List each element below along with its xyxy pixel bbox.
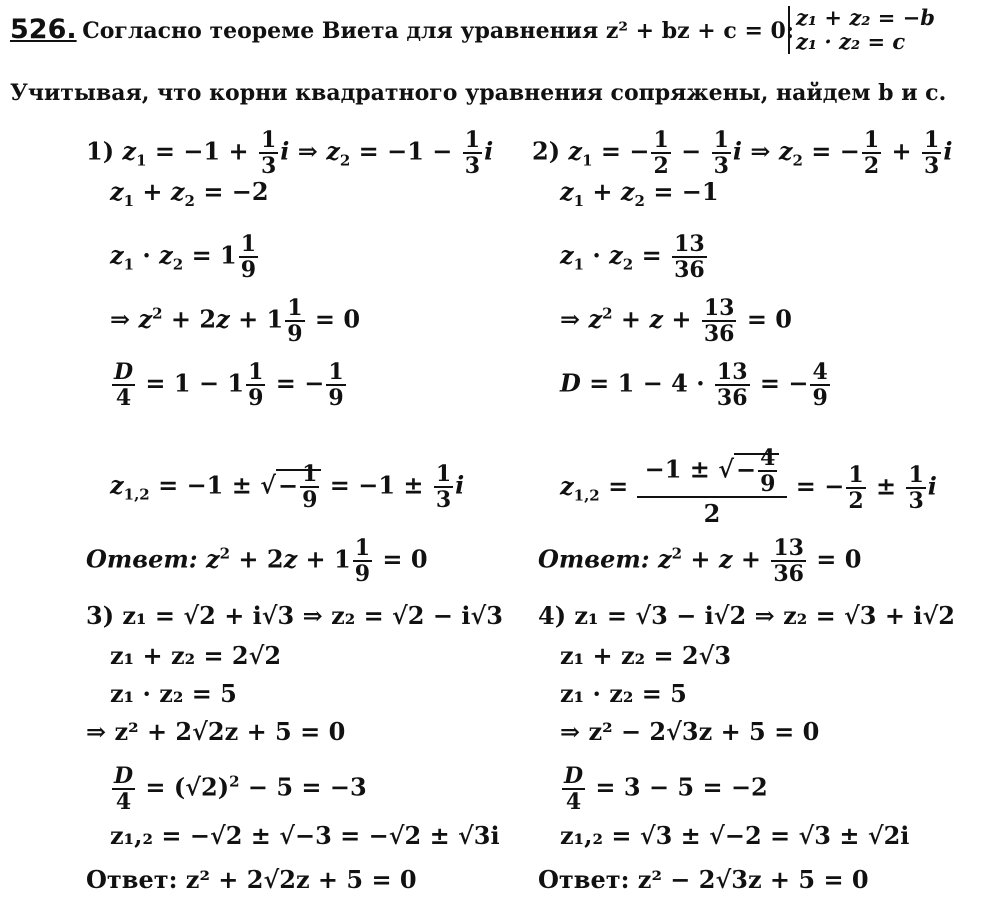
part1-product: $z_1 \cdot z_2 = 1$ $\frac{1}{9}$ (110, 231, 257, 283)
part3-discriminant: $\frac{D}{4}$ = $(√2)^2 - 5 = -3$ (114, 763, 367, 815)
subtitle: Учитывая, что корни квадратного уравнения сопряжены, найдем b и c. (10, 80, 947, 106)
part2-solutions: $z_{1,2}$ = −1 ± √− $\frac{4}{9}$ 2 = − $\frac{1}{2}$ ± $\frac{1}{3}$ i (560, 445, 937, 528)
part4-equation: ⇒ z² − 2√3z + 5 = 0 (560, 717, 820, 746)
part1-answer: Ответ: $z^2 + 2z + 1$ $\frac{1}{9}$ = 0 (86, 535, 428, 587)
part1-sum: $z_1 + z_2 = -2$ (110, 177, 269, 210)
part4-solutions: z₁,₂ = √3 ± √−2 = √3 ± √2i (560, 821, 910, 850)
part4-discriminant: $\frac{D}{4}$ = 3 − 5 = −2 (564, 763, 768, 815)
part4-roots: 4) z₁ = √3 − i√2 ⇒ z₂ = √3 + i√2 (538, 601, 955, 630)
system-line-2: z₁ · z₂ = c (796, 29, 906, 54)
intro-text: Согласно теореме Виета для уравнения z² + bz + c = 0: (82, 18, 794, 44)
system-line-1: z₁ + z₂ = −b (796, 5, 935, 30)
part3-product: z₁ · z₂ = 5 (110, 679, 237, 708)
part1-equation: ⇒ $z^2 + 2z + 1$ $\frac{1}{9}$ = 0 (110, 295, 361, 347)
part3-answer: Ответ: z² + 2√2z + 5 = 0 (86, 865, 417, 894)
part4-product: z₁ · z₂ = 5 (560, 679, 687, 708)
part1-solutions: $z_{1,2} = -1$ ± √− $\frac{1}{9}$ = −1 ± $\frac{1}{3}$ i (110, 461, 465, 513)
part2-product: $z_1 \cdot z_2$ = $\frac{13}{36}$ (560, 231, 705, 283)
part3-roots: 3) z₁ = √2 + i√3 ⇒ z₂ = √2 − i√3 (86, 601, 503, 630)
part3-equation: ⇒ z² + 2√2z + 5 = 0 (86, 717, 346, 746)
part1-roots: 1) $z_1 = -1$ + $\frac{1}{3}$ i ⇒ $z_2 = -1$ − $\frac{1}{3}$ i (86, 127, 494, 179)
problem-number: 526. (10, 14, 77, 45)
part2-roots: 2) $z_1$ = − $\frac{1}{2}$ − $\frac{1}{3}$ i ⇒ $z_2$ = − $\frac{1}{2}$ + $\frac{1}{3}$ i (532, 127, 953, 179)
vieta-system (788, 6, 935, 54)
part3-solutions: z₁,₂ = −√2 ± √−3 = −√2 ± √3i (110, 821, 500, 850)
part3-sum: z₁ + z₂ = 2√2 (110, 641, 282, 670)
part2-sum: $z_1 + z_2 = -1$ (560, 177, 719, 210)
part2-equation: ⇒ $z^2 + z$ + $\frac{13}{36}$ = 0 (560, 295, 792, 347)
part4-sum: z₁ + z₂ = 2√3 (560, 641, 732, 670)
part1-discriminant: $\frac{D}{4}$ = 1 − 1 $\frac{1}{9}$ = − $\frac{1}{9}$ (114, 359, 344, 411)
part2-answer: Ответ: $z^2 + z$ + $\frac{13}{36}$ = 0 (538, 535, 862, 587)
part2-discriminant: D = 1 − 4 · $\frac{13}{36}$ = − $\frac{4}{9}$ (560, 359, 828, 411)
problem-header (10, 14, 794, 45)
part4-answer: Ответ: z² − 2√3z + 5 = 0 (538, 865, 869, 894)
